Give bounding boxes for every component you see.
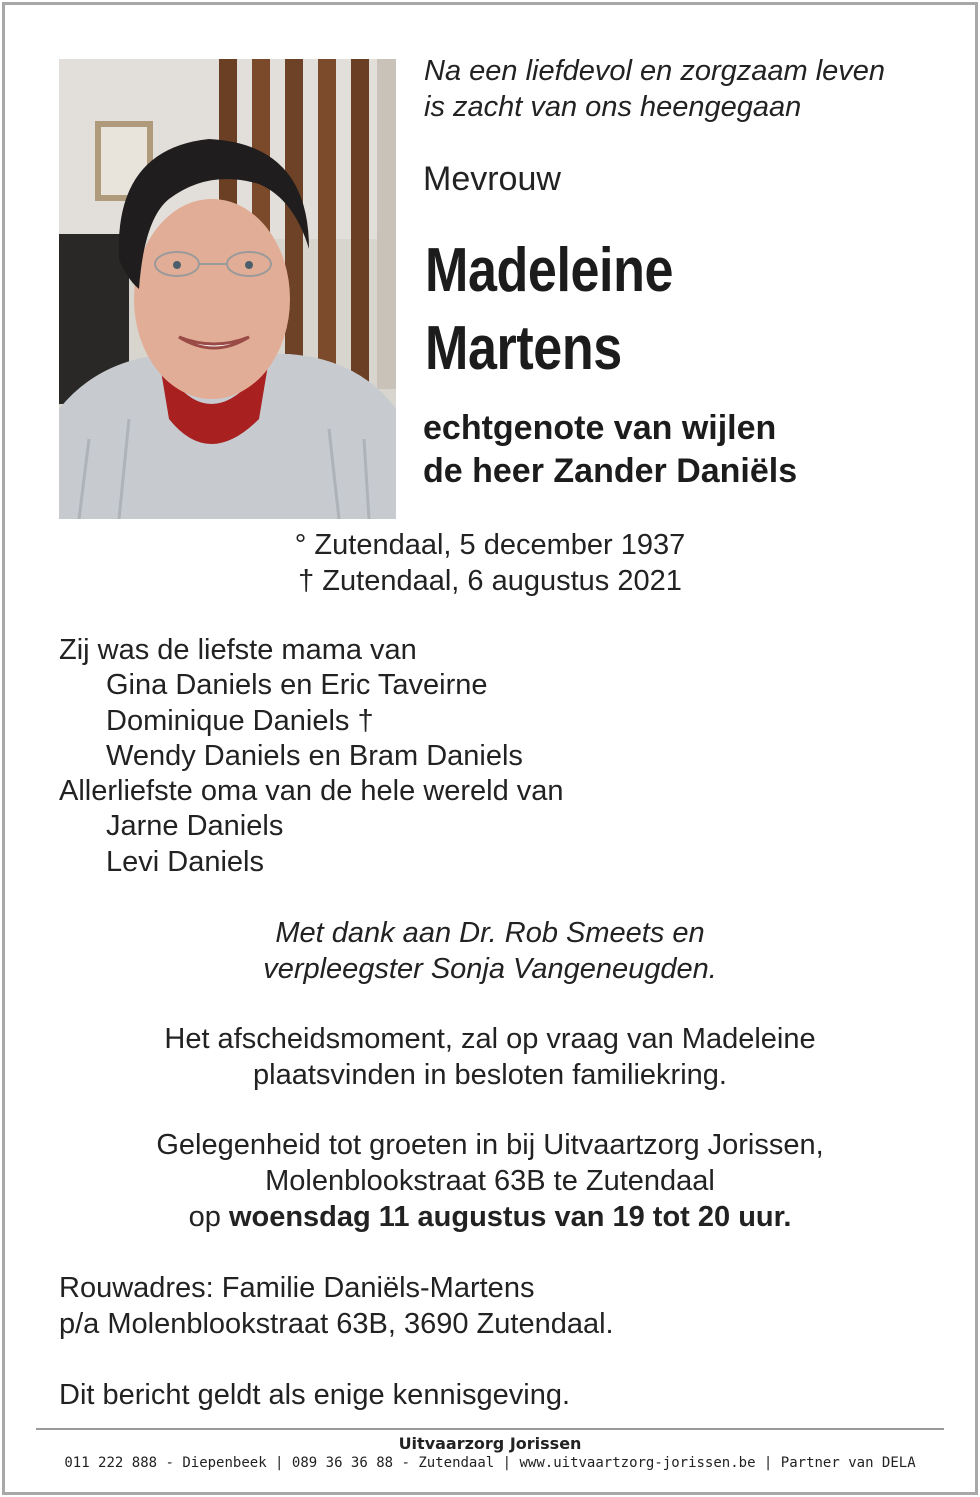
list-item: Gina Daniels en Eric Taveirne xyxy=(106,669,488,702)
visitation-line-2: Molenblookstraat 63B te Zutendaal xyxy=(265,1165,715,1197)
visitation-line-3 xyxy=(0,1199,980,1235)
first-name: Madeleine xyxy=(425,236,674,305)
deceased-name xyxy=(425,232,673,388)
intro-text xyxy=(424,53,944,125)
list-item: Jarne Daniels xyxy=(106,810,284,843)
farewell-line-1: Het afscheidsmoment, zal op vraag van Madeleine xyxy=(164,1023,816,1055)
footer-contact: 011 222 888 - Diepenbeek | 089 36 36 88 - Zutendaal | www.uitvaartzorg-jorissen.be | Partner van DELA xyxy=(64,1455,916,1471)
life-dates xyxy=(0,527,980,599)
intro-line-1: Na een liefdevol en zorgzaam leven xyxy=(424,55,886,87)
grandchildren-intro: Allerliefste oma van de hele wereld van xyxy=(59,775,564,808)
farewell-line-2: plaatsvinden in besloten familiekring. xyxy=(253,1059,727,1091)
farewell-text xyxy=(0,1021,980,1093)
visitation-prefix: op xyxy=(188,1201,229,1233)
visitation-line-1: Gelegenheid tot groeten in bij Uitvaartzorg Jorissen, xyxy=(156,1129,824,1161)
thanks-text xyxy=(0,915,980,987)
children-intro: Zij was de liefste mama van xyxy=(59,634,417,666)
address-line-2: p/a Molenblookstraat 63B, 3690 Zutendaal. xyxy=(59,1308,614,1340)
last-name: Martens xyxy=(425,314,622,383)
visitation-time: woensdag 11 augustus van 19 tot 20 uur. xyxy=(228,1201,792,1233)
list-item: Wendy Daniels en Bram Daniels xyxy=(106,739,523,772)
death-date: † Zutendaal, 6 augustus 2021 xyxy=(298,565,682,597)
birth-date: ° Zutendaal, 5 december 1937 xyxy=(294,529,686,561)
notice-text: Dit bericht geldt als enige kennisgeving. xyxy=(59,1379,571,1411)
spouse-text xyxy=(423,407,797,493)
thanks-line-2: verpleegster Sonja Vangeneugden. xyxy=(263,953,717,985)
thanks-line-1: Met dank aan Dr. Rob Smeets en xyxy=(275,917,705,949)
footer-company: Uitvaarzorg Jorissen xyxy=(398,1434,582,1453)
spouse-line-1: echtgenote van wijlen xyxy=(423,409,777,447)
salutation: Mevrouw xyxy=(423,160,561,198)
list-item: Dominique Daniels † xyxy=(106,704,374,737)
address-line-1: Rouwadres: Familie Daniëls-Martens xyxy=(59,1272,535,1304)
portrait-photo xyxy=(59,59,396,519)
spouse-line-2: de heer Zander Daniëls xyxy=(423,452,798,490)
visitation-text xyxy=(0,1127,980,1235)
mourning-address xyxy=(59,1270,614,1342)
list-item: Levi Daniels xyxy=(106,845,264,878)
footer-divider xyxy=(36,1428,944,1430)
family-list xyxy=(59,633,564,880)
intro-line-2: is zacht van ons heengegaan xyxy=(424,91,802,123)
